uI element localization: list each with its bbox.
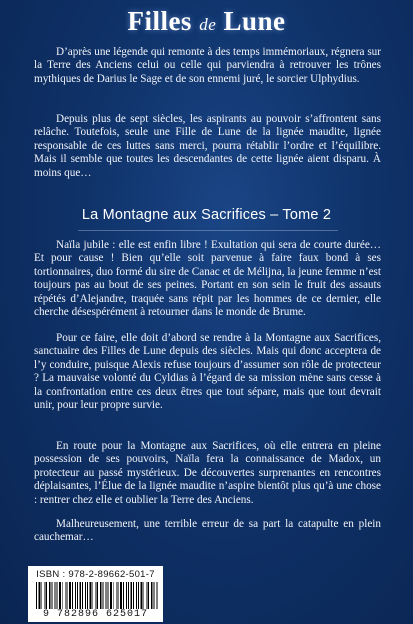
isbn-label: ISBN : 978-2-89662-501-7 bbox=[36, 569, 155, 580]
subtitle-divider bbox=[78, 230, 338, 231]
series-title-word-de: de bbox=[199, 15, 217, 34]
barcode-number: 9 782896 625017 bbox=[42, 609, 148, 620]
intro-paragraph-2: Depuis plus de sept siècles, les aspirants au pouvoir s’affrontent sans relâche. Toutefois, seule une Fille de Lune de la lignée maudite, lignée responsable de ces luttes sans merci, pourra rétablir l’ordre et l’équilibre. Mais il semble que toutes les descendantes de cette lignée aient disparu. À moins que… bbox=[34, 113, 381, 179]
summary-paragraph-4: Malheureusement, une terrible erreur de sa part la catapulte en plein cauchemar… bbox=[34, 518, 381, 544]
summary-paragraph-3: En route pour la Montagne aux Sacrifices, où elle entrera en pleine possession de ses pouvoirs, Naïla fera la connaissance de Madox, un protecteur au passé mystérieux. De découvertes surprenantes en rencontres déplaisantes, l’Élue de la lignée maudite n’aspire bientôt plus qu’à une chose : rentrer chez elle et oublier la Terre des Anciens. bbox=[34, 440, 381, 506]
intro-paragraph-1: D’après une légende qui remonte à des temps immémoriaux, régnera sur la Terre des Anciens celui ou celle qui parviendra à retrouver les trônes mythiques de Darius le Sage et de son ennemi juré, le sorcier Ulphydius. bbox=[34, 46, 381, 85]
series-title-word-lune: Lune bbox=[216, 6, 286, 36]
barcode-icon bbox=[36, 582, 158, 609]
volume-subtitle: La Montagne aux Sacrifices – Tome 2 bbox=[81, 207, 332, 223]
summary-paragraph-2: Pour ce faire, elle doit d’abord se rendre à la Montagne aux Sacrifices, sanctuaire des Filles de Lune depuis des siècles. Mais qui donc acceptera de l’y conduire, puisque Alexis refuse toujours d’assumer son rôle de protecteur ? La mauvaise volonté du Cyldias à l’égard de sa mission mène sans cesse à la confrontation entre ces deux êtres que tout sépare, mais que tout devrait unir, pour leur propre survie. bbox=[34, 332, 381, 412]
series-title-word-filles: Filles bbox=[127, 6, 200, 36]
summary-paragraph-1: Naïla jubile : elle est enfin libre ! Exultation qui sera de courte durée… Et pour cause ! Bien qu’elle soit parvenue à faire faux bond à ses tortionnaires, duo formé du sire de Canac et de Mélijna, la jeune femme n’est toujours pas au bout de ses peines. Portant en son sein le fruit des assauts répétés d’Alejandre, traquée sans répit par les hommes de ce dernier, elle cherche désespérément à retourner dans le monde de Brume. bbox=[34, 239, 381, 319]
series-title bbox=[0, 6, 413, 37]
barcode-box bbox=[28, 566, 163, 622]
